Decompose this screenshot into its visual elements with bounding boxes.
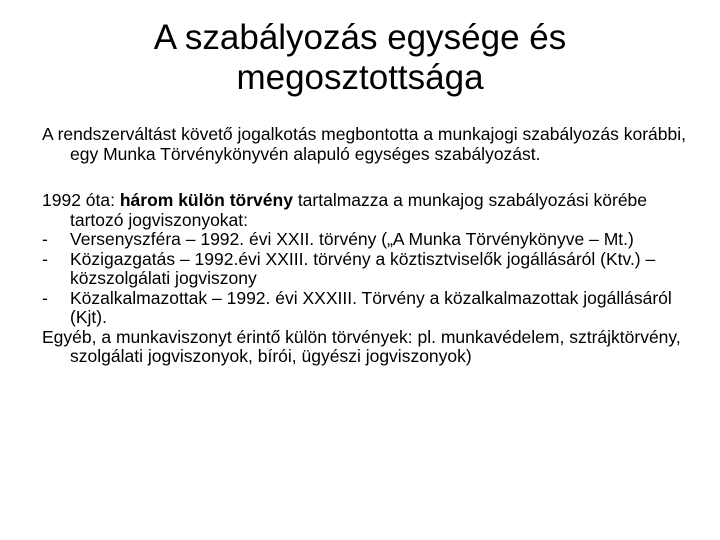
bullet-dash: -	[42, 287, 48, 308]
bullet-item	[42, 289, 702, 328]
laws-prefix: 1992 óta:	[42, 190, 120, 210]
intro-paragraph: A rendszerváltást követő jogalkotás megbontotta a munkajogi szabályozás korábbi, egy Munka Törvénykönyvén alapuló egységes szabályozást.	[42, 124, 686, 164]
title-line-1: A szabályozás egysége és	[153, 18, 567, 57]
paragraph-spacer	[42, 164, 702, 191]
bullet-item	[42, 230, 702, 250]
bullet-item	[42, 250, 702, 289]
bullet-dash: -	[42, 229, 48, 249]
bullet-text: Közigazgatás – 1992.évi XXIII. törvény a köztisztviselők jogállásáról (Ktv.) – közszolgálati jogviszony	[70, 248, 656, 288]
laws-emphasis: három külön törvény	[119, 190, 293, 210]
laws-paragraph	[42, 191, 702, 230]
laws-suffix: tartalmazza a munkajog szabályozási körébe tartozó jogviszonyokat:	[70, 190, 648, 230]
bullet-text: Közalkalmazottak – 1992. évi XXXIII. Törvény a közalkalmazottak jogállásáról (Kjt).	[70, 287, 672, 327]
slide-body	[42, 125, 702, 367]
bullet-dash: -	[42, 248, 48, 269]
title-line-2: megosztottsága	[236, 58, 484, 97]
other-laws-paragraph: Egyéb, a munkaviszonyt érintő külön törvények: pl. munkavédelem, sztrájktörvény, szolgálati jogviszonyok, bírói, ügyészi jogviszonyok)	[42, 326, 681, 366]
slide-title	[0, 18, 720, 98]
bullet-text: Versenyszféra – 1992. évi XXII. törvény („A Munka Törvénykönyve – Mt.)	[70, 229, 634, 249]
